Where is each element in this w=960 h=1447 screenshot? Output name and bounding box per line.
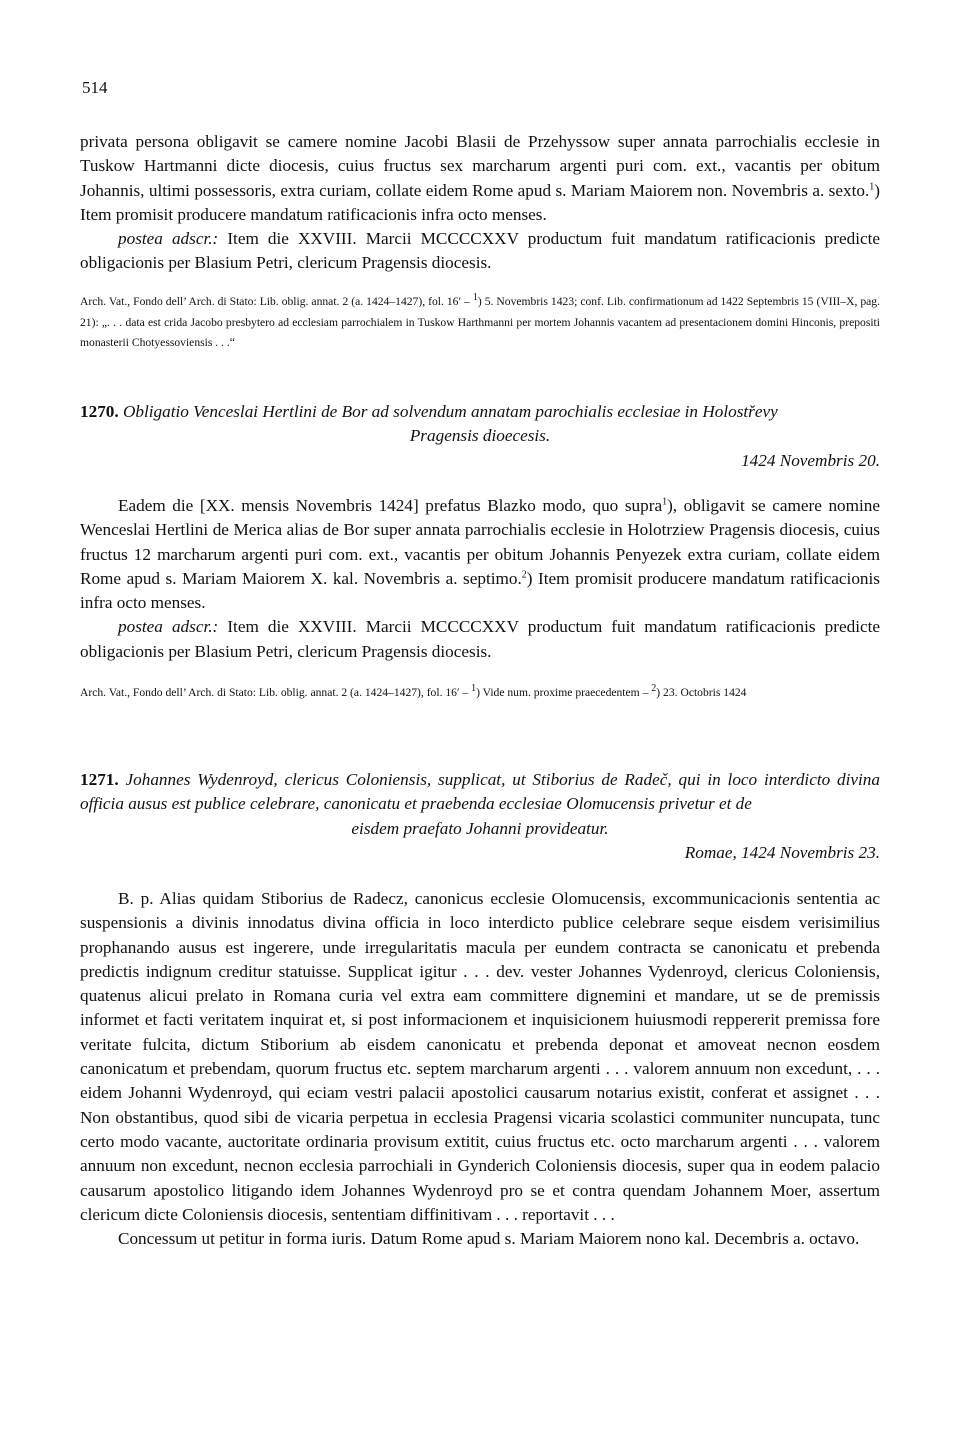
intro-footnote — [80, 292, 880, 354]
entry-1270-title-line2: Pragensis dioecesis. — [409, 426, 551, 446]
entry-1271-paragraph-2: Concessum ut petitur in forma iuris. Datum Rome apud s. Mariam Maiorem nono kal. Decembris a. octavo. — [118, 1229, 860, 1249]
entry-1271-body — [80, 887, 880, 1251]
entry-1271-date: Romae, 1424 Novembris 23. — [684, 842, 880, 862]
entry-1270-postea: postea adscr.: Item die XXVIII. Marcii MCCCCXXV productum fuit mandatum ratificacionis predicte obligacionis per Blasium Petri, clericum Pragensis diocesis. — [80, 617, 880, 661]
entry-1271-title-line2: eisdem praefato Johanni provideatur. — [351, 818, 609, 838]
entry-1270-heading — [80, 400, 880, 473]
page-number: 514 — [82, 78, 108, 97]
entry-1271-heading — [80, 768, 880, 865]
intro-postea: postea adscr.: Item die XXVIII. Marcii MCCCCXXV productum fuit mandatum ratificacionis predicte obligacionis per Blasium Petri, clericum Pragensis diocesis. — [80, 229, 880, 273]
entry-1271-title: 1271. Johannes Wydenroyd, clericus Coloniensis, supplicat, ut Stiborius de Radeč, qui in loco interdicto divina officia ausus est publice celebrare, canonicatu et praebenda ecclesiae Olomucensis privetur et de — [80, 770, 880, 814]
entry-1270-date: 1424 Novembris 20. — [741, 450, 880, 470]
intro-note-text: Arch. Vat., Fondo dell’ Arch. di Stato: Lib. oblig. annat. 2 (a. 1424–1427), fol. 16′ – $^1$) 5. Novembris 1423; conf. Lib. confirmationum ad 1422 Septembris 15 (VIII–X, pag. 21): „. . . data est crida Jacobo presbytero ad ecclesiam parrochialem in Tuskow Harthmanni per mortem Johannis vacantem ad presentacionem domini Hinconis, prepositi monasterii Chotyessoviensis . . .“ — [80, 292, 881, 349]
intro-paragraph: privata persona obligavit se camere nomine Jacobi Blasii de Przehyssow super annata parrochialis ecclesie in Tuskow Hartmanni dicte diocesis, cuius fructus sex marcharum argenti puri com. ext., vacantis per obitum Johannis, ultimi possessoris, extra curiam, collate eidem Rome apud s. Mariam Maiorem non. Novembris a. sexto.$^1$) Item promisit producere mandatum ratificacionis infra octo menses. — [80, 132, 880, 224]
entry-1270-paragraph: Eadem die [XX. mensis Novembris 1424] prefatus Blazko modo, quo supra$^1$), obligavit se camere nomine Wenceslai Hertlini de Merica alias de Bor super annata parrochialis ecclesie in Holotrziew Pragensis diocesis, cuius fructus 12 marcharum argenti puri com. ext., vacantis per obitum Johannis Penyezek extra curiam, collate eidem Rome apud s. Mariam Maiorem X. kal. Novembris a. septimo.$^2$) Item promisit producere mandatum ratificacionis infra octo menses. — [80, 496, 880, 613]
entry-1271-paragraph-1: B. p. Alias quidam Stiborius de Radecz, canonicus ecclesie Olomucensis, excommunicacionis sententia ac suspensionis a divinis innodatus divina officia in loco interdicto publice celebrare seque eisdem verisimilius prophanando ausus est ingerere, unde irregularitatis macula per eundem contracta se canonicatu et prebenda predictis indignum creditur statuisse. Supplicat igitur . . . dev. vester Johannes Vydenroyd, clericus Coloniensis, quatenus alicui prelato in Romana curia vel extra eam committere dignemini et mandare, ut se de premissis informet et facti veritatem inquirat et, si post informacionem et inquisicionem huiusmodi reppererit premissa fore veritate fulcita, dictum Stiborium ab eisdem canonicatu et prebenda deponat et amoveat necnon eosdem canonicatum et prebendam, quorum fructus etc. septem marcharum argenti . . . valorem annuum non excedunt, . . . eidem Johanni Wydenroyd, qui eciam vestri palacii apostolici causarum notarius existit, conferat et assignet . . . Non obstantibus, quod sibi de vicaria perpetua in ecclesia Pragensi vicaria scolastici communiter nuncupata, tunc certo modo vacante, auctoritate ordinaria provisum extitit, cuius fructus etc. octo marcharum argenti . . . valorem annuum non excedunt, necnon ecclesia parrochiali in Gynderich Coloniensis diocesis, super qua in eodem palacio causarum apostolico litigando idem Johannes Wydenroyd pro se et contra quendam Johannem Moer, assertum clericum dicte Coloniensis diocesis, sententiam diffinitivam . . . reportavit . . . — [80, 889, 880, 1224]
entry-1270-title: 1270. Obligatio Venceslai Hertlini de Bor ad solvendum annatam parochialis ecclesiae in Holostřevy — [80, 402, 778, 421]
entry-1270-note-text: Arch. Vat., Fondo dell’ Arch. di Stato: Lib. oblig. annat. 2 (a. 1424–1427), fol. 16′ – $^1$) Vide num. proxime praecedentem – $^2$) 23. Octobris 1424 — [80, 683, 747, 699]
intro-section — [80, 130, 880, 276]
entry-1270-body — [80, 494, 880, 664]
entry-1270-footnote — [80, 683, 880, 704]
